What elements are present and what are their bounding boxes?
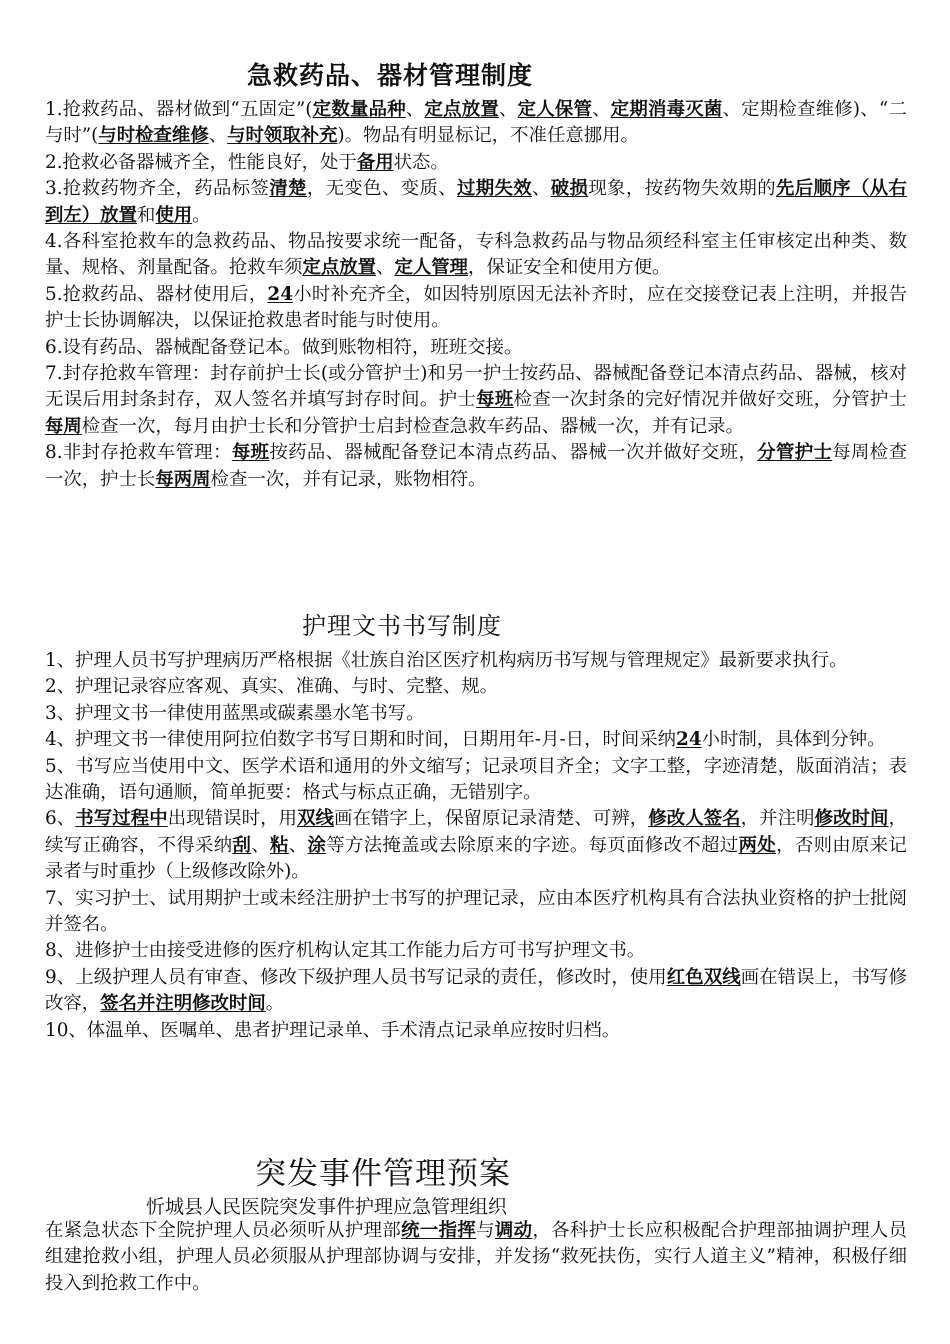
section-body-emergency-plan <box>45 1218 907 1297</box>
emphasis-text: 定数量品种 <box>312 99 406 120</box>
body-text: 和 <box>136 204 156 226</box>
body-text: ，并注明 <box>740 808 815 830</box>
body-text: 6.设有药品、器械配备登记本。做到账物相符，班班交接。 <box>45 336 523 358</box>
body-text: 画在错误上，书写修改容， <box>45 966 907 1015</box>
body-text: 6、 <box>45 808 76 830</box>
paragraph-item <box>45 282 907 335</box>
body-text: 等方法掩盖或去除原来的字迹。每页面修改不超过 <box>326 834 739 856</box>
emphasis-text: 粘 <box>269 834 289 856</box>
section-title-emergency-drugs: 急救药品、器材管理制度 <box>247 61 534 90</box>
section-title-emergency-plan: 突发事件管理预案 <box>255 1156 511 1192</box>
emphasis-text: 与时领取补充 <box>227 125 338 147</box>
section-title-nursing-documents: 护理文书书写制度 <box>302 612 502 640</box>
emphasis-text: 红色双线 <box>666 966 741 988</box>
emphasis-text: 与时检查维修 <box>98 125 209 147</box>
paragraph-item <box>45 648 907 674</box>
section-body-emergency-drugs <box>45 97 907 493</box>
body-text: 、 <box>405 99 425 120</box>
paragraph-item <box>45 701 907 727</box>
body-text: 3.抢救药物齐全，药品标签 <box>45 178 270 200</box>
body-text: )。物品有明显标记，不准任意挪用。 <box>337 125 639 147</box>
paragraph-item <box>45 1018 907 1044</box>
body-text: 2.抢救必备器械齐全，性能良好，处于 <box>45 151 357 173</box>
emphasis-text: 定人保管 <box>517 99 593 120</box>
body-text: 小时制，具体到分钟。 <box>701 729 886 751</box>
body-text: 状态。 <box>393 151 449 173</box>
body-text: 5、书写应当使用中文、医学术语和通用的外文缩写；记录项目齐全；文字工整，字迹清楚，版面消洁；表达准确，语句通顺，简单扼要：格式与标点正确，无错别字。 <box>45 755 907 804</box>
emphasis-text: 刮 <box>232 834 252 856</box>
emphasis-text: 分管护士 <box>757 442 833 464</box>
body-text: 9、上级护理人员有审查、修改下级护理人员书写记录的责任，修改时，使用 <box>45 966 667 988</box>
body-text: ，各科护士长应积极配合护理部抽调护理人员组建抢救小组，护理人员必须服从护理部协调与安排，并发扬“救死扶伤，实行人道主义”精神，积极仔细投入到抢救工作中。 <box>45 1220 907 1294</box>
emphasis-text: 调动 <box>494 1220 533 1241</box>
body-text: 、定期检查维修)、“二与时”( <box>45 99 907 147</box>
body-text: ，无变色、变质、 <box>306 178 457 200</box>
body-text: 检查一次，每月由护士长和分管护士启封检查急救车药品、器械一次，并有记录。 <box>81 415 744 437</box>
body-text: 、 <box>288 834 308 856</box>
paragraph-item <box>45 229 907 282</box>
paragraph-item <box>45 176 907 229</box>
body-text: ，保证安全和使用方便。 <box>468 257 671 279</box>
body-text: 、 <box>208 125 228 147</box>
emphasis-text: 使用 <box>155 204 193 226</box>
emphasis-text: 统一指挥 <box>401 1220 477 1241</box>
section-body-nursing-documents <box>45 648 907 1044</box>
body-text: 。 <box>265 993 285 1015</box>
paragraph-item <box>45 1218 907 1297</box>
body-text: 7.封存抢救车管理：封存前护士长(或分管护士)和另一护士按药品、器械配备登记本清点药品、器械，核对无误后用封条封存，双人签名并填写封存时间。护士 <box>45 363 907 411</box>
emphasis-text: 定点放置 <box>302 257 377 279</box>
emphasis-text: 定期消毒灭菌 <box>610 99 723 120</box>
emphasis-text: 修改人签名 <box>648 808 741 830</box>
body-text: ，续写正确容，不得采纳 <box>45 808 907 856</box>
body-text: 现象，按药物失效期的 <box>588 178 776 200</box>
body-text: 4、护理文书一律使用阿拉伯数字书写日期和时间，日期用年-月-日，时间采纳 <box>45 729 677 751</box>
body-text: ，否则由原来记录者与时重抄（上级修改除外)。 <box>45 834 907 883</box>
body-text: 、 <box>376 257 395 279</box>
paragraph-item <box>45 806 907 885</box>
emphasis-text: 每班 <box>231 442 270 464</box>
emphasis-text: 过期失效 <box>456 178 533 200</box>
paragraph-item <box>45 886 907 939</box>
body-text: 在紧急状态下全院护理人员必须听从护理部 <box>45 1220 402 1241</box>
body-text: 按药品、器械配备登记本清点药品、器械一次并做好交班， <box>269 442 758 464</box>
emphasis-text: 清楚 <box>269 178 307 200</box>
body-text: 10、体温单、医嘱单、患者护理记录单、手术清点记录单应按时归档。 <box>45 1019 621 1041</box>
paragraph-item <box>45 440 907 493</box>
emphasis-text: 每班 <box>476 389 514 411</box>
body-text: 1、护理人员书写护理病历严格根据《壮族自治区医疗机构病历书写规与管理规定》最新要求执行。 <box>45 650 848 671</box>
body-text: 、 <box>592 99 611 120</box>
body-text: 检查一次，并有记录，账物相符。 <box>210 468 487 490</box>
body-text: 每周检查一次，护士长 <box>45 442 907 490</box>
paragraph-item <box>45 674 907 700</box>
emphasis-text: 双线 <box>297 808 335 830</box>
emphasis-text: 修改时间 <box>814 808 889 830</box>
paragraph-item <box>45 150 907 176</box>
paragraph-item <box>45 938 907 964</box>
emphasis-text: 24 <box>676 729 702 751</box>
emphasis-text: 每两周 <box>155 468 211 490</box>
emphasis-text: 24 <box>267 283 294 305</box>
body-text: 出现错误时，用 <box>167 808 298 830</box>
paragraph-item <box>45 335 907 361</box>
emphasis-text: 涂 <box>307 834 327 856</box>
emphasis-text: 每周 <box>45 415 82 437</box>
body-text: 4.各科室抢救车的急救药品、物品按要求统一配备，专科急救药品与物品须经科室主任审核定出种类、数量、规格、剂量配备。抢救车须 <box>45 231 907 279</box>
body-text: 5.抢救药品、器材使用后， <box>45 283 268 305</box>
paragraph-item <box>45 754 907 807</box>
emphasis-text: 签名并注明修改时间 <box>100 993 266 1015</box>
body-text: 2、护理记录容应客观、真实、准确、与时、完整、规。 <box>45 676 499 698</box>
emphasis-text: 破损 <box>550 178 589 200</box>
body-text: 、 <box>532 178 551 200</box>
body-text: 。 <box>192 204 211 226</box>
emphasis-text: 定人管理 <box>394 257 469 279</box>
body-text: 与 <box>476 1220 495 1241</box>
paragraph-item <box>45 361 907 440</box>
emphasis-text: 定点放置 <box>424 99 499 120</box>
body-text: 画在错字上，保留原记录清楚、可辨， <box>334 808 649 830</box>
body-text: 小时补充齐全，如因特别原因无法补齐时，应在交接登记表上注明，并报告护士长协调解决，以保证抢救患者时能与时使用。 <box>45 283 907 332</box>
body-text: 1.抢救药品、器材做到“五固定”( <box>45 99 313 120</box>
section-subtitle-emergency-organization: 忻城县人民医院突发事件护理应急管理组织 <box>146 1196 508 1218</box>
body-text: 7、实习护士、试用期护士或未经注册护士书写的护理记录，应由本医疗机构具有合法执业资格的护士批阅并签名。 <box>45 887 907 936</box>
paragraph-item <box>45 727 907 753</box>
body-text: 8.非封存抢救车管理： <box>45 442 232 464</box>
emphasis-text: 书写过程中 <box>75 808 168 830</box>
body-text: 、 <box>251 834 270 856</box>
emphasis-text: 备用 <box>356 151 394 173</box>
body-text: 检查一次封条的完好情况并做好交班，分管护士 <box>513 389 907 411</box>
body-text: 3、护理文书一律使用蓝黑或碳素墨水笔书写。 <box>45 702 425 724</box>
paragraph-item <box>45 965 907 1018</box>
body-text: 8、进修护士由接受进修的医疗机构认定其工作能力后方可书写护理文书。 <box>45 940 646 962</box>
paragraph-item <box>45 97 907 150</box>
body-text: 、 <box>498 99 518 120</box>
emphasis-text: 两处 <box>738 834 777 856</box>
emphasis-text: 先后顺序（从右到左）放置 <box>45 178 907 226</box>
